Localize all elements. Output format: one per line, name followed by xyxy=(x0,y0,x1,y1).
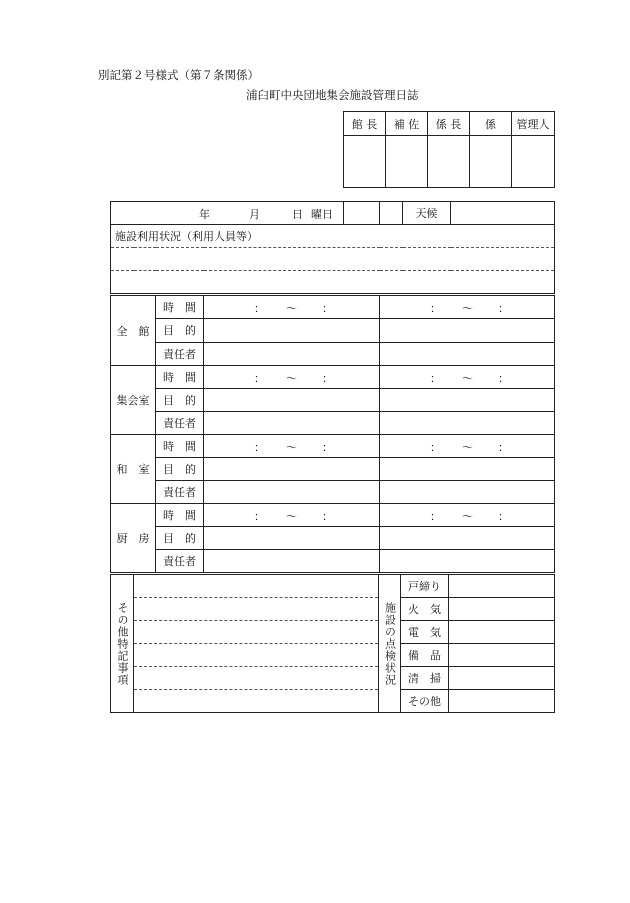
month-label: 月 xyxy=(249,208,260,221)
purpose-field[interactable] xyxy=(380,319,555,342)
colon: ： xyxy=(430,372,441,385)
time-slot-1[interactable] xyxy=(204,296,380,319)
stamp-cell[interactable] xyxy=(428,136,470,188)
person-field[interactable] xyxy=(204,342,380,365)
colon: ： xyxy=(322,510,333,523)
colon: ： xyxy=(254,510,265,523)
person-field[interactable] xyxy=(380,342,555,365)
inspection-label: 施設の点検状況 xyxy=(383,601,397,686)
colon: ： xyxy=(430,302,441,315)
inspection-item-label: 備 品 xyxy=(401,644,449,667)
notes-line[interactable] xyxy=(134,644,379,667)
colon: ： xyxy=(254,302,265,315)
purpose-field[interactable] xyxy=(204,319,380,342)
person-label: 責任者 xyxy=(156,481,204,504)
person-label: 責任者 xyxy=(156,550,204,573)
approval-role-assistant: 補 佐 xyxy=(386,112,428,136)
time-slot-2[interactable] xyxy=(380,296,555,319)
colon: ： xyxy=(322,302,333,315)
form-reference: 別記第２号様式（第７条関係） xyxy=(98,68,259,82)
inspection-item-label: 清 掃 xyxy=(401,667,449,690)
stamp-cell[interactable] xyxy=(470,136,512,188)
notes-label-cell xyxy=(111,575,134,713)
colon: ： xyxy=(430,510,441,523)
room-name: 厨 房 xyxy=(111,504,156,573)
inspection-item-value[interactable] xyxy=(449,667,555,690)
purpose-label: 目 的 xyxy=(156,458,204,481)
tilde: ～ xyxy=(286,441,297,454)
person-label: 責任者 xyxy=(156,412,204,435)
purpose-label: 目 的 xyxy=(156,389,204,412)
colon: ： xyxy=(498,441,509,454)
weather-value[interactable] xyxy=(451,202,555,225)
time-slot-2[interactable] xyxy=(380,435,555,458)
person-field[interactable] xyxy=(204,481,380,504)
room-name: 集会室 xyxy=(111,366,156,435)
person-field[interactable] xyxy=(380,412,555,435)
notes-line[interactable] xyxy=(134,621,379,644)
tilde: ～ xyxy=(286,302,297,315)
colon: ： xyxy=(254,372,265,385)
purpose-field[interactable] xyxy=(204,527,380,550)
person-field[interactable] xyxy=(204,550,380,573)
time-slot-2[interactable] xyxy=(380,504,555,527)
inspection-label-cell xyxy=(379,575,401,713)
day-label: 日 xyxy=(292,208,303,221)
time-slot-1[interactable] xyxy=(204,366,380,389)
stamp-cell[interactable] xyxy=(512,136,555,188)
purpose-field[interactable] xyxy=(380,527,555,550)
colon: ： xyxy=(322,441,333,454)
approval-stamp-box xyxy=(343,111,555,188)
person-field[interactable] xyxy=(204,412,380,435)
colon: ： xyxy=(322,372,333,385)
purpose-field[interactable] xyxy=(204,458,380,481)
purpose-label: 目 的 xyxy=(156,527,204,550)
room-name: 全 館 xyxy=(111,296,156,366)
usage-line[interactable] xyxy=(111,248,555,271)
inspection-item-value[interactable] xyxy=(449,598,555,621)
approval-role-chief: 係 長 xyxy=(428,112,470,136)
colon: ： xyxy=(498,510,509,523)
colon: ： xyxy=(254,441,265,454)
tilde: ～ xyxy=(286,372,297,385)
notes-line[interactable] xyxy=(134,690,379,713)
purpose-field[interactable] xyxy=(380,389,555,412)
inspection-item-value[interactable] xyxy=(449,575,555,598)
inspection-item-value[interactable] xyxy=(449,644,555,667)
approval-role-manager: 管理人 xyxy=(512,112,555,136)
tilde: ～ xyxy=(462,372,473,385)
person-field[interactable] xyxy=(380,550,555,573)
colon: ： xyxy=(430,441,441,454)
tilde: ～ xyxy=(462,510,473,523)
tilde: ～ xyxy=(286,510,297,523)
approval-role-staff: 係 xyxy=(470,112,512,136)
weekday-label: 曜日 xyxy=(311,208,333,221)
management-log-form xyxy=(110,201,555,294)
time-label: 時 間 xyxy=(156,504,204,527)
room-name: 和 室 xyxy=(111,435,156,504)
time-slot-2[interactable] xyxy=(380,366,555,389)
notes-label: その他特記事項 xyxy=(116,601,129,686)
inspection-item-label: 火 気 xyxy=(401,598,449,621)
time-label: 時 間 xyxy=(156,296,204,319)
divider xyxy=(343,202,344,224)
usage-line[interactable] xyxy=(111,271,555,294)
stamp-cell[interactable] xyxy=(344,136,386,188)
colon: ： xyxy=(498,372,509,385)
time-slot-1[interactable] xyxy=(204,504,380,527)
room-schedule xyxy=(110,295,555,573)
tilde: ～ xyxy=(462,441,473,454)
inspection-item-value[interactable] xyxy=(449,621,555,644)
stamp-cell[interactable] xyxy=(386,136,428,188)
inspection-item-label: 電 気 xyxy=(401,621,449,644)
purpose-field[interactable] xyxy=(204,389,380,412)
person-label: 責任者 xyxy=(156,342,204,365)
person-field[interactable] xyxy=(380,481,555,504)
weather-label: 天候 xyxy=(403,202,451,225)
notes-line[interactable] xyxy=(134,598,379,621)
document-title: 浦臼町中央団地集会施設管理日誌 xyxy=(246,88,419,102)
colon: ： xyxy=(498,302,509,315)
time-label: 時 間 xyxy=(156,366,204,389)
approval-role-director: 館 長 xyxy=(344,112,386,136)
tilde: ～ xyxy=(462,302,473,315)
inspection-item-label: その他 xyxy=(401,690,449,713)
notes-line[interactable] xyxy=(134,575,379,598)
notes-inspection-section xyxy=(110,574,555,713)
date-cell[interactable] xyxy=(111,202,380,225)
inspection-item-label: 戸締り xyxy=(401,575,449,598)
year-label: 年 xyxy=(199,208,210,221)
time-label: 時 間 xyxy=(156,435,204,458)
purpose-label: 目 的 xyxy=(156,319,204,342)
usage-label: 施設利用状況（利用人員等） xyxy=(111,225,555,248)
weekday-value[interactable] xyxy=(380,202,403,225)
time-slot-1[interactable] xyxy=(204,435,380,458)
notes-line[interactable] xyxy=(134,667,379,690)
inspection-item-value[interactable] xyxy=(449,690,555,713)
purpose-field[interactable] xyxy=(380,458,555,481)
